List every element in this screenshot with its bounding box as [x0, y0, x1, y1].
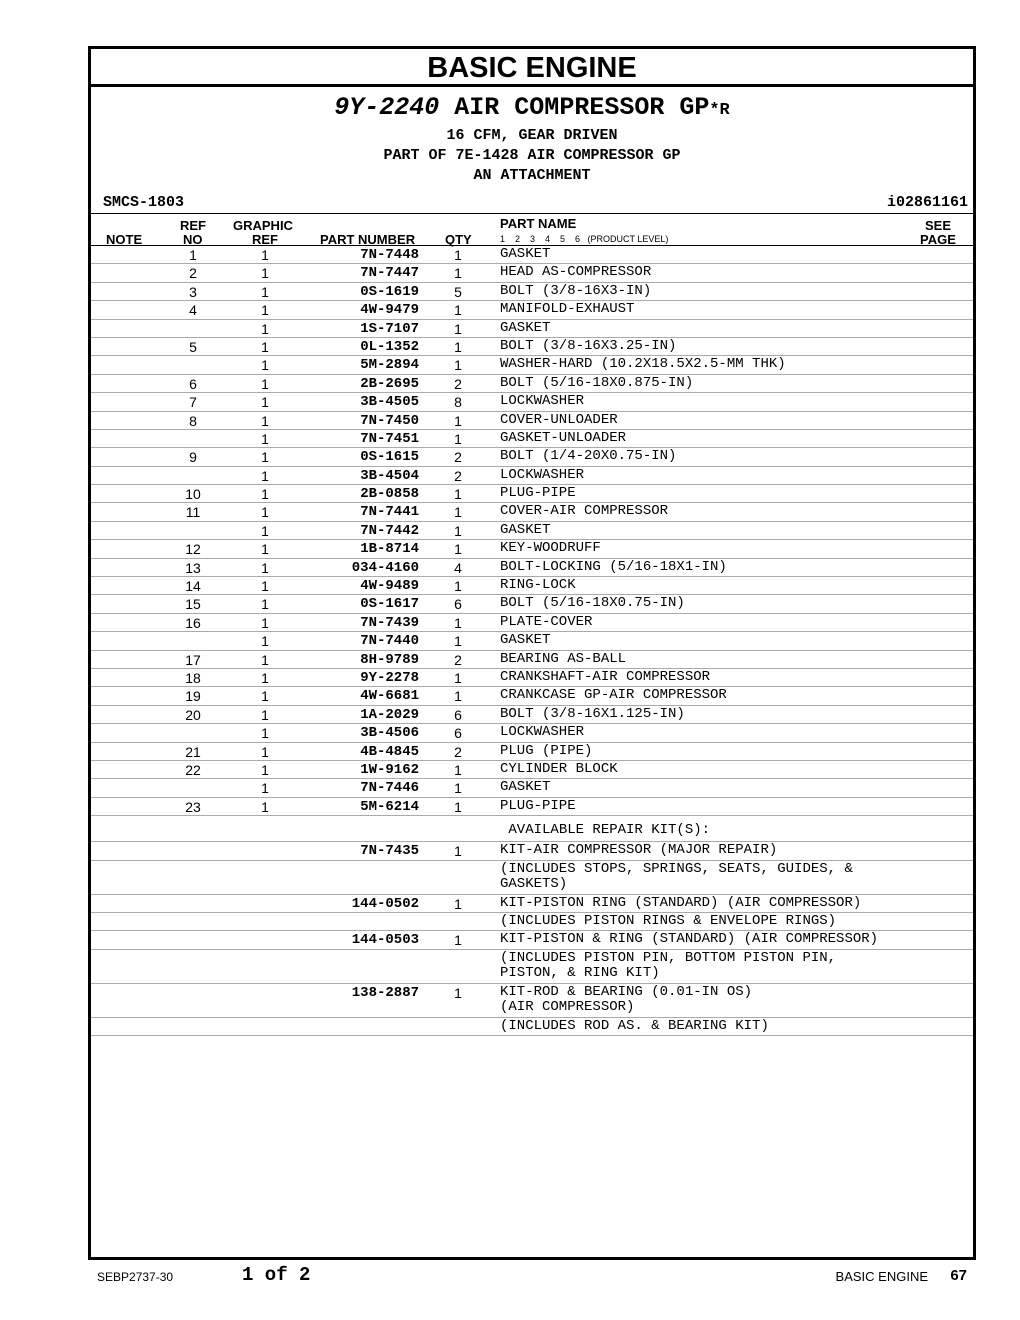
quantity: 2	[454, 743, 462, 760]
part-name: BOLT-LOCKING (5/16-18X1-IN)	[500, 558, 727, 575]
smcs-code: SMCS-1803	[103, 194, 185, 211]
part-number: 7N-7441	[360, 504, 419, 521]
table-row	[91, 356, 973, 374]
part-number: 0S-1619	[360, 283, 419, 300]
part-number: 2B-2695	[360, 375, 419, 392]
quantity: 1	[454, 780, 462, 797]
table-row	[91, 895, 973, 913]
part-name: KIT-PISTON & RING (STANDARD) (AIR COMPRESSOR)	[500, 931, 879, 948]
table-row	[91, 669, 973, 687]
footer-doc-id: SEBP2737-30	[97, 1270, 174, 1284]
part-number: 4W-9489	[360, 578, 419, 595]
graphic-ref: 1	[261, 430, 269, 447]
header-qty: QTY	[445, 232, 472, 247]
table-row	[91, 412, 973, 430]
part-name: BOLT (3/8-16X3-IN)	[500, 282, 652, 299]
header-note: NOTE	[106, 232, 143, 247]
group-name: AIR COMPRESSOR GP	[454, 93, 710, 122]
part-name: PLUG-PIPE	[500, 797, 576, 814]
table-row	[91, 375, 973, 393]
graphic-ref: 1	[261, 522, 269, 539]
part-name: KIT-AIR COMPRESSOR (MAJOR REPAIR)	[500, 842, 778, 859]
ref-number: 1	[189, 247, 197, 263]
graphic-ref: 1	[261, 338, 269, 355]
ref-number: 6	[189, 375, 197, 392]
graphic-ref: 1	[261, 302, 269, 319]
part-number: 7N-7450	[360, 412, 419, 429]
group-suffix: *R	[709, 101, 730, 120]
part-number: 7N-7451	[360, 430, 419, 447]
part-name: CRANKSHAFT-AIR COMPRESSOR	[500, 668, 711, 685]
quantity: 6	[454, 725, 462, 742]
table-row	[91, 842, 973, 860]
part-name: LOCKWASHER	[500, 724, 585, 741]
quantity: 1	[454, 357, 462, 374]
ref-number: 11	[185, 504, 201, 521]
graphic-ref: 1	[261, 357, 269, 374]
part-name: KEY-WOODRUFF	[500, 540, 601, 557]
page-footer	[0, 1262, 1020, 1286]
part-name: GASKET	[500, 632, 551, 649]
part-number: 7N-7439	[360, 614, 419, 631]
quantity: 1	[454, 247, 462, 263]
quantity: 6	[454, 706, 462, 723]
graphic-ref: 1	[261, 669, 269, 686]
part-name: GASKET	[500, 319, 551, 336]
table-row	[91, 913, 973, 931]
quantity: 1	[454, 843, 462, 860]
part-name: KIT-ROD & BEARING (0.01-IN OS) (AIR COMPRESSOR)	[500, 983, 753, 1015]
quantity: 1	[454, 984, 462, 1001]
quantity: 2	[454, 651, 462, 668]
part-number: 0L-1352	[360, 338, 419, 355]
footer-section: BASIC ENGINE	[835, 1269, 928, 1284]
graphic-ref: 1	[261, 798, 269, 815]
table-row	[91, 779, 973, 797]
graphic-ref: 1	[261, 320, 269, 337]
ref-number: 14	[185, 578, 201, 595]
part-number: 144-0503	[351, 932, 419, 949]
footer-page-number: 67	[950, 1267, 967, 1284]
part-number: 5M-2894	[360, 357, 419, 374]
ref-number: 8	[189, 412, 197, 429]
ref-number: 19	[185, 688, 201, 705]
part-number: 034-4160	[351, 559, 419, 576]
graphic-ref: 1	[261, 486, 269, 503]
quantity: 5	[454, 283, 462, 300]
part-name: BOLT (5/16-18X0.875-IN)	[500, 374, 694, 391]
table-row	[91, 950, 973, 984]
part-name: WASHER-HARD (10.2X18.5X2.5-MM THK)	[500, 356, 786, 373]
table-row	[91, 393, 973, 411]
group-description-2: PART OF 7E-1428 AIR COMPRESSOR GP	[383, 147, 681, 164]
part-name: COVER-UNLOADER	[500, 411, 618, 428]
part-number: 4W-6681	[360, 688, 419, 705]
table-row	[91, 577, 973, 595]
table-row	[91, 246, 973, 264]
part-name: GASKET	[500, 246, 551, 262]
graphic-ref: 1	[261, 780, 269, 797]
graphic-ref: 1	[261, 688, 269, 705]
part-name: AVAILABLE REPAIR KIT(S):	[500, 822, 711, 839]
group-description-3: AN ATTACHMENT	[473, 167, 591, 184]
group-title	[91, 93, 973, 126]
part-number: 3B-4506	[360, 725, 419, 742]
part-name: CYLINDER BLOCK	[500, 760, 618, 777]
quantity: 1	[454, 430, 462, 447]
table-row	[91, 522, 973, 540]
table-row	[91, 724, 973, 742]
ref-number: 18	[185, 669, 201, 686]
ref-number: 10	[185, 486, 201, 503]
part-name: (INCLUDES PISTON RINGS & ENVELOPE RINGS)	[500, 912, 837, 929]
quantity: 1	[454, 669, 462, 686]
quantity: 2	[454, 467, 462, 484]
table-row	[91, 283, 973, 301]
part-name: PLUG (PIPE)	[500, 742, 593, 759]
header-see-bottom: PAGE	[920, 232, 956, 247]
ref-number: 3	[189, 283, 197, 300]
ref-number: 12	[185, 541, 201, 558]
part-name: BOLT (3/8-16X1.125-IN)	[500, 705, 685, 722]
graphic-ref: 1	[261, 761, 269, 778]
table-row	[91, 614, 973, 632]
part-number: 0S-1615	[360, 449, 419, 466]
part-name: RING-LOCK	[500, 577, 576, 594]
part-number: 144-0502	[351, 895, 419, 912]
part-number: 7N-7442	[360, 522, 419, 539]
ref-number: 20	[185, 706, 201, 723]
part-name: GASKET	[500, 779, 551, 796]
table-row	[91, 761, 973, 779]
footer-page-of: 1 of 2	[242, 1264, 311, 1286]
graphic-ref: 1	[261, 633, 269, 650]
part-name: PLUG-PIPE	[500, 485, 576, 502]
ref-number: 22	[185, 761, 201, 778]
part-number: 0S-1617	[360, 596, 419, 613]
graphic-ref: 1	[261, 725, 269, 742]
part-name: KIT-PISTON RING (STANDARD) (AIR COMPRESSOR)	[500, 894, 862, 911]
table-row	[91, 798, 973, 816]
table-row	[91, 595, 973, 613]
graphic-ref: 1	[261, 247, 269, 263]
quantity: 4	[454, 559, 462, 576]
id-row	[91, 194, 973, 214]
part-number: 7N-7440	[360, 633, 419, 650]
quantity: 1	[454, 302, 462, 319]
quantity: 1	[454, 541, 462, 558]
graphic-ref: 1	[261, 578, 269, 595]
group-heading	[91, 93, 973, 186]
graphic-ref: 1	[261, 596, 269, 613]
graphic-ref: 1	[261, 559, 269, 576]
part-name: HEAD AS-COMPRESSOR	[500, 264, 652, 281]
graphic-ref: 1	[261, 651, 269, 668]
graphic-ref: 1	[261, 541, 269, 558]
table-header	[91, 215, 973, 245]
part-number: 138-2887	[351, 984, 419, 1001]
graphic-ref: 1	[261, 394, 269, 411]
quantity: 1	[454, 338, 462, 355]
part-number: 4B-4845	[360, 743, 419, 760]
header-top-rule	[91, 213, 973, 214]
part-name: COVER-AIR COMPRESSOR	[500, 503, 669, 520]
ref-number: 9	[189, 449, 197, 466]
graphic-ref: 1	[261, 504, 269, 521]
graphic-ref: 1	[261, 265, 269, 282]
part-number: 7N-7448	[360, 247, 419, 263]
part-name: GASKET-UNLOADER	[500, 429, 627, 446]
part-name: LOCKWASHER	[500, 466, 585, 483]
part-number: 7N-7447	[360, 265, 419, 282]
quantity: 1	[454, 522, 462, 539]
graphic-ref: 1	[261, 743, 269, 760]
part-number: 2B-0858	[360, 486, 419, 503]
graphic-ref: 1	[261, 375, 269, 392]
group-part-number: 9Y-2240	[334, 93, 440, 122]
part-number: 5M-6214	[360, 798, 419, 815]
quantity: 1	[454, 486, 462, 503]
part-name: (INCLUDES PISTON PIN, BOTTOM PISTON PIN, PISTON, & RING KIT)	[500, 949, 837, 981]
ref-number: 7	[189, 394, 197, 411]
part-number: 8H-9789	[360, 651, 419, 668]
table-row	[91, 559, 973, 577]
header-graphic-top: GRAPHIC	[233, 218, 293, 233]
ref-number: 17	[185, 651, 201, 668]
quantity: 1	[454, 412, 462, 429]
quantity: 2	[454, 375, 462, 392]
graphic-ref: 1	[261, 449, 269, 466]
graphic-ref: 1	[261, 283, 269, 300]
quantity: 8	[454, 394, 462, 411]
quantity: 1	[454, 798, 462, 815]
part-number: 4W-9479	[360, 302, 419, 319]
graphic-ref: 1	[261, 412, 269, 429]
part-number: 7N-7435	[360, 843, 419, 860]
part-name: (INCLUDES STOPS, SPRINGS, SEATS, GUIDES, & GASKETS)	[500, 860, 853, 892]
illustration-id: i02861161	[886, 194, 968, 211]
part-number: 9Y-2278	[360, 669, 419, 686]
part-name: (INCLUDES ROD AS. & BEARING KIT)	[500, 1017, 769, 1034]
quantity: 1	[454, 932, 462, 949]
table-row	[91, 485, 973, 503]
parts-list-frame	[88, 46, 976, 1260]
quantity: 1	[454, 688, 462, 705]
ref-number: 4	[189, 302, 197, 319]
part-name: LOCKWASHER	[500, 393, 585, 410]
header-part-name: PART NAME	[500, 216, 577, 231]
part-number: 1W-9162	[360, 761, 419, 778]
ref-number: 5	[189, 338, 197, 355]
header-product-level: 1 2 3 4 5 6 (PRODUCT LEVEL)	[500, 234, 669, 244]
table-row	[91, 430, 973, 448]
part-number: 1S-7107	[360, 320, 419, 337]
table-row	[91, 743, 973, 761]
table-row	[91, 503, 973, 521]
table-row	[91, 687, 973, 705]
table-row	[91, 467, 973, 485]
table-row	[91, 706, 973, 724]
header-part-number: PART NUMBER	[320, 232, 416, 247]
parts-table-body	[91, 246, 973, 1036]
quantity: 1	[454, 614, 462, 631]
ref-number: 13	[185, 559, 201, 576]
ref-number: 16	[185, 614, 201, 631]
part-number: 1A-2029	[360, 706, 419, 723]
table-row	[91, 651, 973, 669]
table-row	[91, 320, 973, 338]
part-number: 1B-8714	[360, 541, 419, 558]
table-row	[91, 264, 973, 282]
quantity: 1	[454, 761, 462, 778]
quantity: 1	[454, 265, 462, 282]
header-see-top: SEE	[925, 218, 952, 233]
quantity: 1	[454, 578, 462, 595]
ref-number: 21	[185, 743, 201, 760]
graphic-ref: 1	[261, 706, 269, 723]
ref-number: 23	[185, 798, 201, 815]
ref-number: 15	[185, 596, 201, 613]
quantity: 2	[454, 449, 462, 466]
table-row	[91, 931, 973, 949]
part-name: MANIFOLD-EXHAUST	[500, 301, 635, 318]
graphic-ref: 1	[261, 467, 269, 484]
table-row	[91, 338, 973, 356]
group-description-1: 16 CFM, GEAR DRIVEN	[446, 127, 618, 144]
header-graphic-bottom: REF	[252, 232, 278, 247]
quantity: 1	[454, 633, 462, 650]
quantity: 1	[454, 504, 462, 521]
header-ref-bottom: NO	[183, 232, 203, 247]
table-row	[91, 301, 973, 319]
table-row	[91, 1018, 973, 1036]
table-row	[91, 816, 973, 842]
part-name: BOLT (3/8-16X3.25-IN)	[500, 337, 677, 354]
part-name: BOLT (5/16-18X0.75-IN)	[500, 595, 685, 612]
part-name: BOLT (1/4-20X0.75-IN)	[500, 448, 677, 465]
part-name: GASKET	[500, 521, 551, 538]
ref-number: 2	[189, 265, 197, 282]
table-row	[91, 448, 973, 466]
table-row	[91, 861, 973, 895]
quantity: 1	[454, 320, 462, 337]
header-ref-top: REF	[180, 218, 206, 233]
part-number: 7N-7446	[360, 780, 419, 797]
table-row	[91, 540, 973, 558]
part-name: BEARING AS-BALL	[500, 650, 627, 667]
part-name: CRANKCASE GP-AIR COMPRESSOR	[500, 687, 727, 704]
part-number: 3B-4505	[360, 394, 419, 411]
part-name: PLATE-COVER	[500, 613, 593, 630]
quantity: 1	[454, 895, 462, 912]
section-title: BASIC ENGINE	[91, 49, 973, 87]
table-row	[91, 984, 973, 1018]
quantity: 6	[454, 596, 462, 613]
graphic-ref: 1	[261, 614, 269, 631]
table-row	[91, 632, 973, 650]
part-number: 3B-4504	[360, 467, 419, 484]
